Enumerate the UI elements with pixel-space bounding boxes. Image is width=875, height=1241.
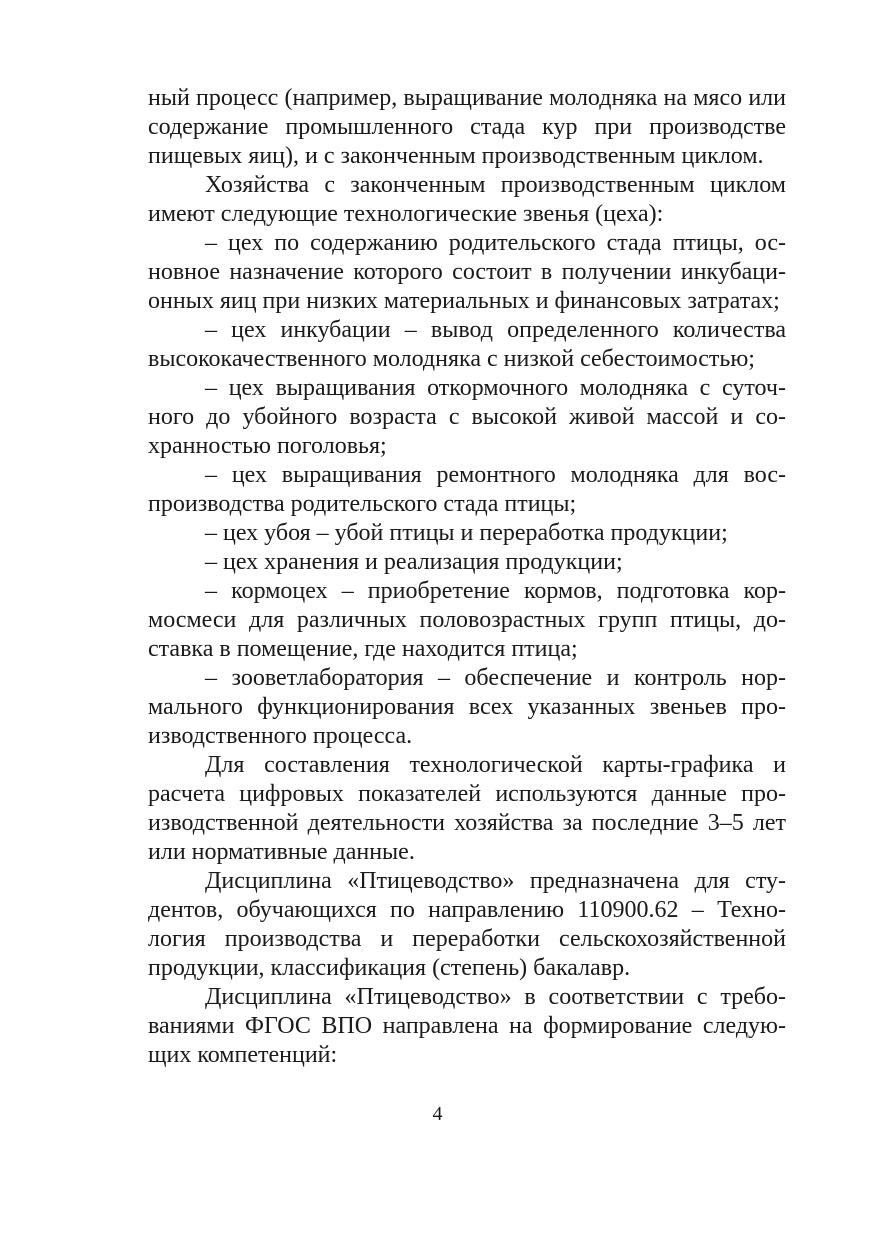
- list-item-feed-mill: – кормоцех – приобретение кормов, подготовка кормосмеси для различных половозрастных групп птицы, доставка в помещение, где находится птица;: [148, 578, 786, 662]
- page-number: 4: [432, 1103, 443, 1125]
- list-item-fattening: – цех выращивания откормочного молодняка с суточного до убойного возраста с высокой живой массой и сохранностью поголовья;: [148, 375, 786, 459]
- list-item-storage: – цех хранения и реализация продукции;: [205, 549, 623, 575]
- body-text: [148, 84, 786, 1070]
- paragraph-discipline-purpose: Дисциплина «Птицеводство» предназначена для студентов, обучающихся по направлению 110900.62 – Технология производства и переработки сельскохозяйственной продукции, классификация (степень) бакалавр.: [148, 868, 786, 981]
- paragraph-farms-intro: Хозяйства с законченным производственным циклом имеют следующие технологические звенья (цеха):: [148, 172, 786, 227]
- list-item-replacement: – цех выращивания ремонтного молодняка для воспроизводства родительского стада птицы;: [148, 462, 786, 517]
- paragraph-tech-chart: Для составления технологической карты-графика и расчета цифровых показателей используются данные производственной деятельности хозяйства за последние 3–5 лет или нормативные данные.: [148, 752, 786, 865]
- list-item-vet-lab: – зооветлаборатория – обеспечение и контроль нормального функционирования всех указанных звеньев производственного процесса.: [148, 665, 786, 749]
- list-item-slaughter: – цех убоя – убой птицы и переработка продукции;: [205, 520, 728, 546]
- list-item-incubation: – цех инкубации – вывод определенного количества высококачественного молодняка с низкой себестоимостью;: [148, 317, 786, 372]
- paragraph-discipline-competencies: Дисциплина «Птицеводство» в соответствии с требованиями ФГОС ВПО направлена на формирование следующих компетенций:: [148, 984, 786, 1068]
- paragraph-continuation: ный процесс (например, выращивание молодняка на мясо или содержание промышленного стада кур при производстве пищевых яиц), и с законченным производственным циклом.: [148, 85, 786, 169]
- list-item-parent-flock: – цех по содержанию родительского стада птицы, основное назначение которого состоит в получении инкубационных яиц при низких материальных и финансовых затратах;: [148, 230, 786, 314]
